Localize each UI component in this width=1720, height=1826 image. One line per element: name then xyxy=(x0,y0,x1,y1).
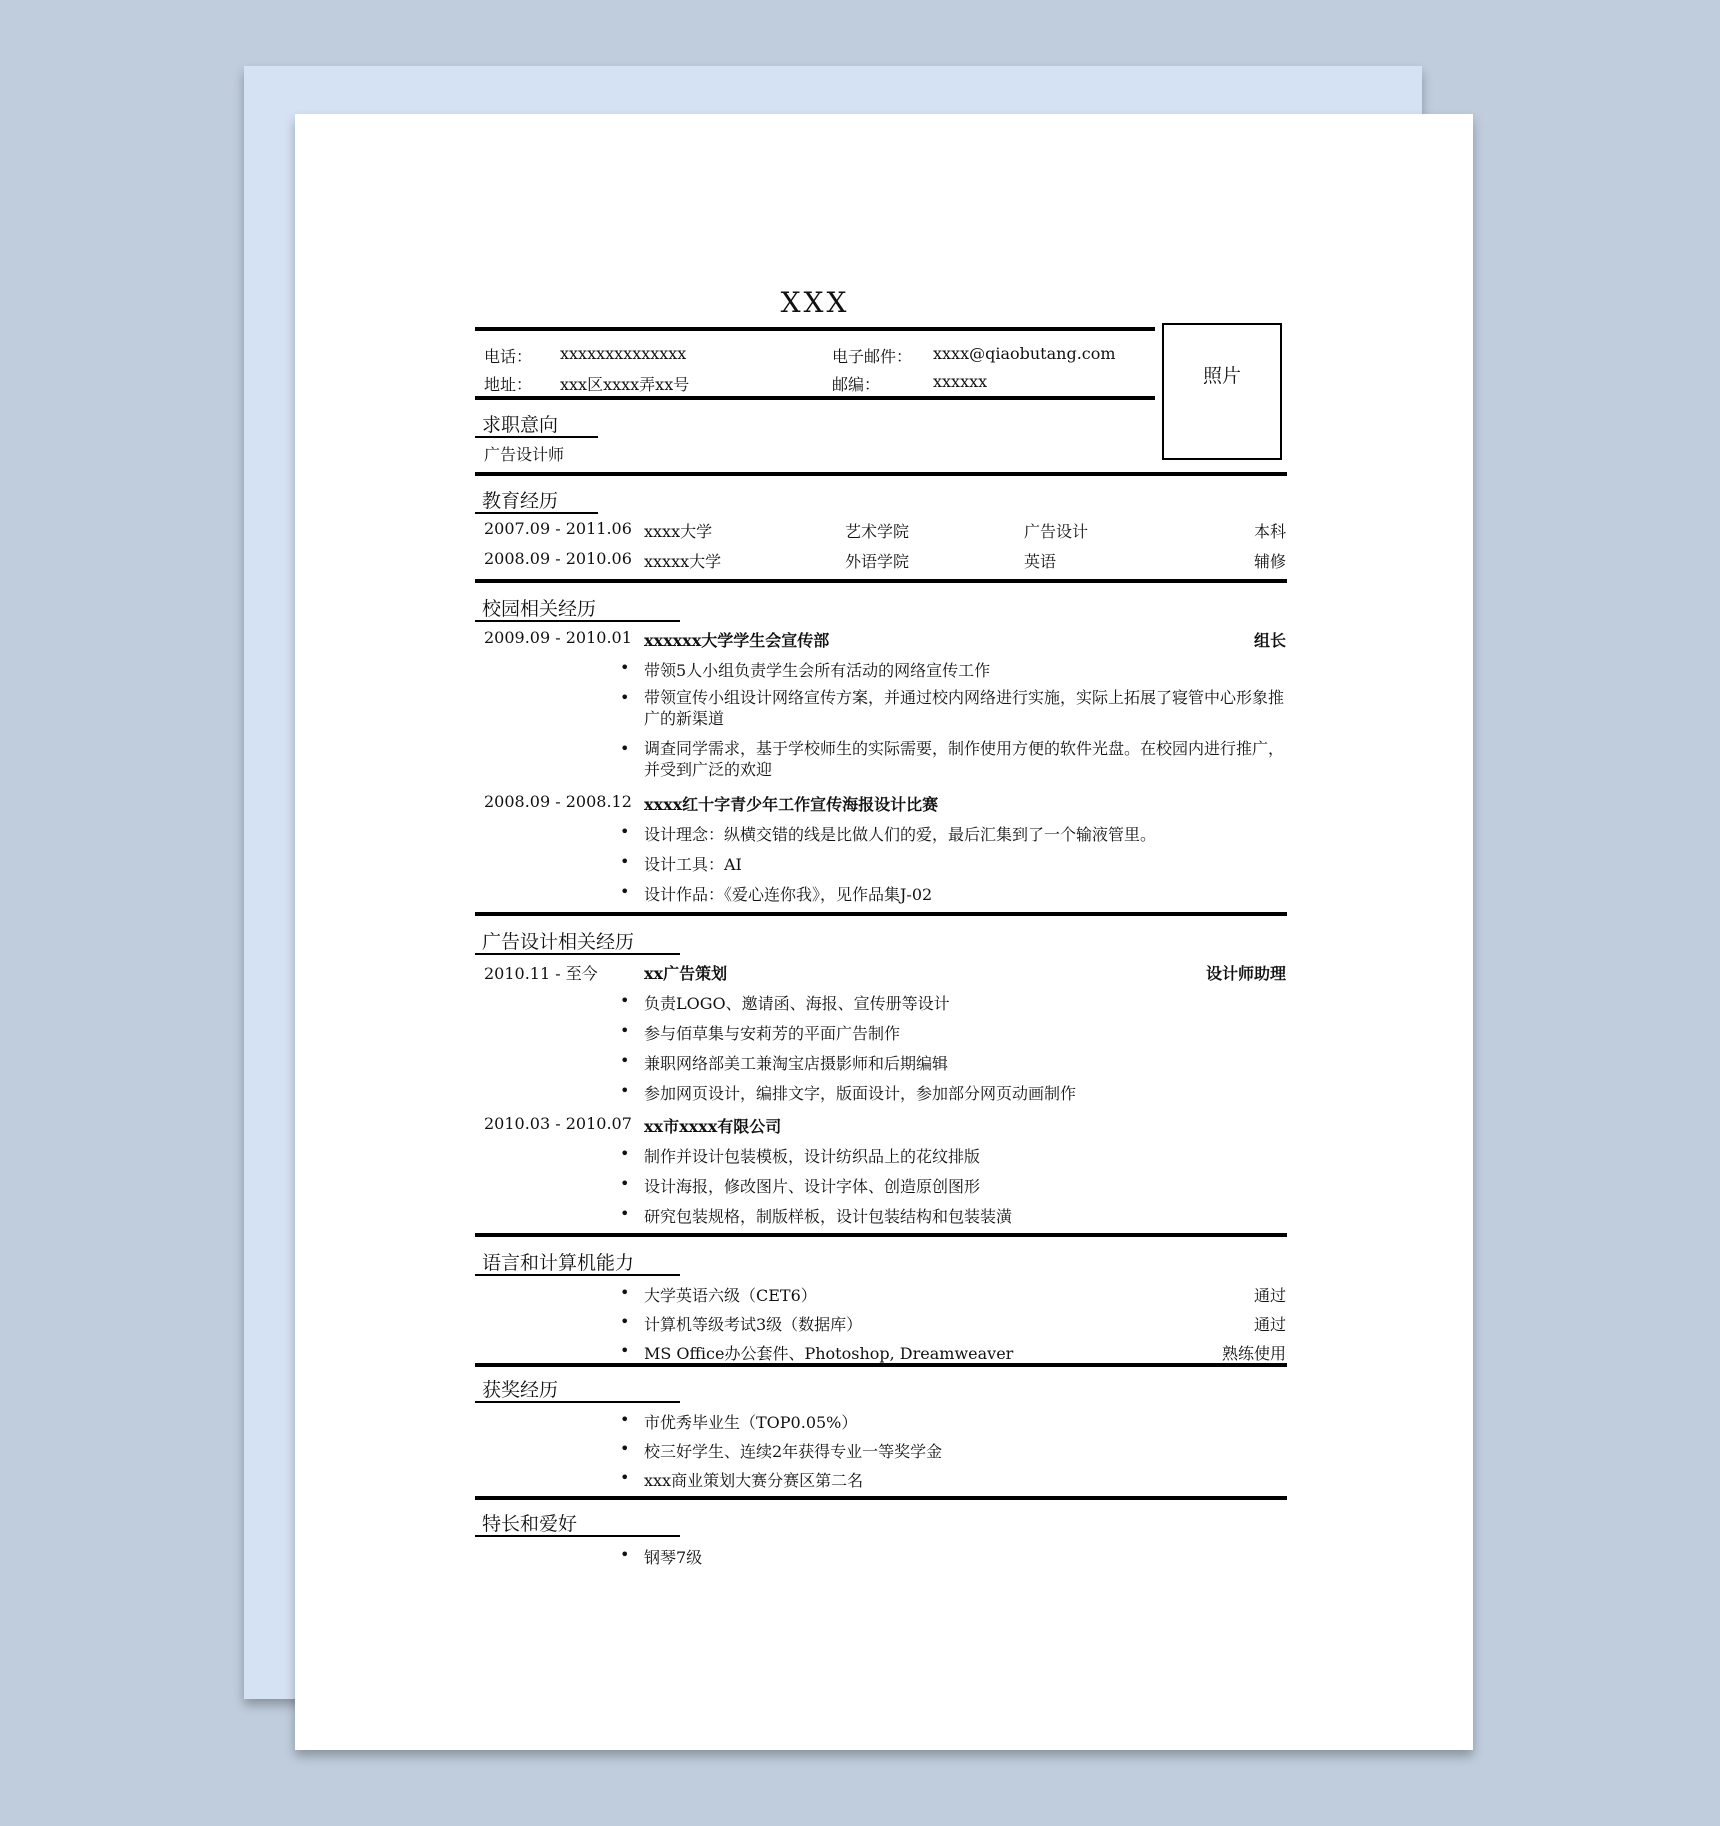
section-rule xyxy=(475,1363,1287,1367)
entry-period: 2010.11 - 至今 xyxy=(484,964,598,983)
header-top-rule xyxy=(475,327,1155,331)
address-value: xxx区xxxx弄xx号 xyxy=(560,375,690,394)
section-rule xyxy=(475,1233,1287,1237)
photo-placeholder xyxy=(1162,323,1282,460)
list-item: • 带领宣传小组设计网络宣传方案，并通过校内网络进行实施，实际上拓展了寝管中心形象推广的新渠道 xyxy=(620,688,1285,728)
section-underline xyxy=(475,1274,680,1276)
edu-degree: 本科 xyxy=(1253,522,1286,541)
section-underline xyxy=(475,953,680,955)
entry-role: 组长 xyxy=(1253,631,1286,650)
section-rule xyxy=(475,1496,1287,1500)
skill-level: 熟练使用 xyxy=(1221,1344,1286,1363)
section-title-skills: 语言和计算机能力 xyxy=(482,1252,635,1274)
section-title-hobbies: 特长和爱好 xyxy=(482,1513,578,1535)
edu-major: 英语 xyxy=(1024,552,1057,571)
list-item: • 参加网页设计，编排文字，版面设计，参加部分网页动画制作 xyxy=(620,1081,1077,1103)
edu-period: 2007.09 - 2011.06 xyxy=(484,519,632,538)
entry-role: 设计师助理 xyxy=(1205,964,1286,983)
section-title-awards: 获奖经历 xyxy=(482,1379,559,1401)
header-bottom-rule xyxy=(475,396,1155,400)
list-item: • MS Office办公套件、Photoshop, Dreamweaver xyxy=(620,1341,1014,1363)
list-item: • 设计工具：AI xyxy=(620,852,742,874)
section-rule xyxy=(475,472,1287,476)
list-item: • 市优秀毕业生（TOP0.05%） xyxy=(620,1410,858,1432)
list-item: • 设计海报，修改图片、设计字体、创造原创图形 xyxy=(620,1174,981,1196)
edu-school: xxxx大学 xyxy=(644,522,713,541)
section-underline xyxy=(475,620,680,622)
list-item: • 制作并设计包装模板，设计纺织品上的花纹排版 xyxy=(620,1144,981,1166)
edu-period: 2008.09 - 2010.06 xyxy=(484,549,632,568)
list-item: • 调查同学需求，基于学校师生的实际需要，制作使用方便的软件光盘。在校园内进行推广，并受到广泛的欢迎 xyxy=(620,739,1285,779)
list-item: • 负责LOGO、邀请函、海报、宣传册等设计 xyxy=(620,991,950,1013)
section-title-objective: 求职意向 xyxy=(482,414,559,436)
list-item: • 参与佰草集与安莉芳的平面广告制作 xyxy=(620,1021,901,1043)
list-item: • 设计理念：纵横交错的线是比做人们的爱，最后汇集到了一个输液管里。 xyxy=(620,822,1157,844)
list-item: • 研究包装规格，制版样板，设计包装结构和包装装潢 xyxy=(620,1204,1013,1226)
section-rule xyxy=(475,912,1287,916)
skill-level: 通过 xyxy=(1253,1315,1286,1334)
email-label: 电子邮件： xyxy=(832,347,913,366)
entry-org: xxxxxx大学学生会宣传部 xyxy=(644,631,830,650)
section-underline xyxy=(475,1535,680,1537)
candidate-name: XXX xyxy=(780,286,850,319)
address-label: 地址： xyxy=(484,375,533,394)
section-underline xyxy=(475,1401,680,1403)
photo-label: 照片 xyxy=(1202,365,1241,387)
edu-major: 广告设计 xyxy=(1024,522,1089,541)
entry-org: xxxx红十字青少年工作宣传海报设计比赛 xyxy=(644,795,939,814)
edu-college: 艺术学院 xyxy=(845,522,910,541)
list-item: • 设计作品：《爱心连你我》，见作品集J-02 xyxy=(620,882,933,904)
section-rule xyxy=(475,579,1287,583)
edu-school: xxxxx大学 xyxy=(644,552,722,571)
phone-label: 电话： xyxy=(484,347,533,366)
skill-level: 通过 xyxy=(1253,1286,1286,1305)
entry-org: xx市xxxx有限公司 xyxy=(644,1117,782,1136)
list-item: • 带领5人小组负责学生会所有活动的网络宣传工作 xyxy=(620,658,991,680)
list-item: • 计算机等级考试3级（数据库） xyxy=(620,1312,863,1334)
list-item: • 大学英语六级（CET6） xyxy=(620,1283,817,1305)
list-item: • 钢琴7级 xyxy=(620,1545,703,1567)
section-underline xyxy=(475,436,598,438)
section-title-campus: 校园相关经历 xyxy=(482,598,597,620)
entry-org: xx广告策划 xyxy=(644,964,728,983)
entry-period: 2009.09 - 2010.01 xyxy=(484,628,632,647)
objective-value: 广告设计师 xyxy=(484,445,565,464)
list-item: • xxx商业策划大赛分赛区第二名 xyxy=(620,1468,864,1490)
edu-college: 外语学院 xyxy=(845,552,910,571)
section-underline xyxy=(475,512,598,514)
entry-period: 2010.03 - 2010.07 xyxy=(484,1114,632,1133)
list-item: • 兼职网络部美工兼淘宝店摄影师和后期编辑 xyxy=(620,1051,949,1073)
edu-degree: 辅修 xyxy=(1253,552,1286,571)
section-title-education: 教育经历 xyxy=(482,490,559,512)
entry-period: 2008.09 - 2008.12 xyxy=(484,792,632,811)
zip-label: 邮编： xyxy=(832,375,881,394)
section-title-design: 广告设计相关经历 xyxy=(482,931,635,953)
zip-value: xxxxxx xyxy=(933,372,988,391)
email-value: xxxx@qiaobutang.com xyxy=(933,344,1116,363)
list-item: • 校三好学生、连续2年获得专业一等奖学金 xyxy=(620,1439,943,1461)
phone-value: xxxxxxxxxxxxxx xyxy=(560,344,687,363)
